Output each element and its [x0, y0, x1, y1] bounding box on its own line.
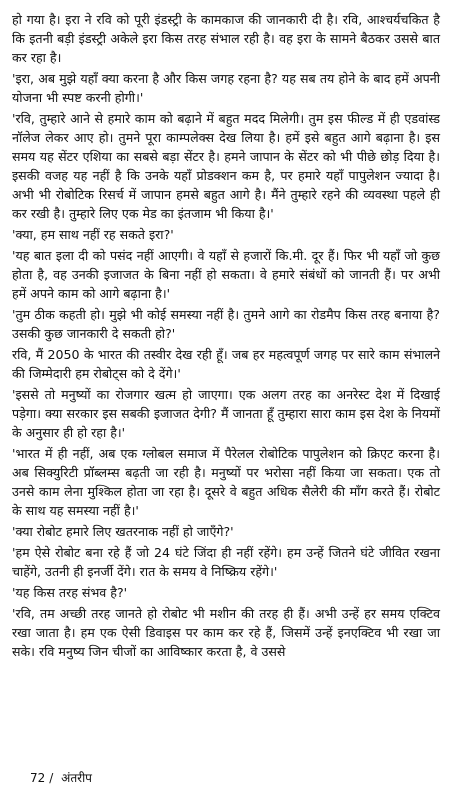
paragraph-11: 'हम ऐसे रोबोट बना रहे हैं जो 24 घंटे जिंदा ही नहीं रहेंगे। हम उन्हें जितने घंटे जीवित रखना चाहेंगे, उतनी ही इनर्जी देंगे। रात के समय वे निष्क्रिय रहेंगे।'	[12, 545, 440, 579]
paragraph-10: 'क्या रोबोट हमारे लिए खतरनाक नहीं हो जाएँगे?'	[12, 524, 234, 539]
paragraph-2: 'इरा, अब मुझे यहाँ क्या करना है और किस जगह रहना है? यह सब तय होने के बाद हमें अपनी योजना भी स्पष्ट करनी होगी।'	[12, 71, 440, 105]
paragraph-12: 'यह किस तरह संभव है?'	[12, 585, 128, 600]
book-title: अंतरीप	[61, 771, 92, 785]
paragraph-9: 'भारत में ही नहीं, अब एक ग्लोबल समाज में पैरेलल रोबोटिक पापुलेशन को क्रिएट करना है। अब सिक्युरिटी प्रॉब्लम्स बढ़ती जा रही है। मनुष्यों पर भरोसा नहीं किया जा सकता। एक तो उनसे काम लेना मुश्किल होता जा रहा है। दूसरे वे बहुत अधिक सैलेरी की माँग करते हैं। रोबोट के साथ यह समस्या नहीं है।'	[12, 446, 440, 518]
page-footer	[30, 769, 96, 786]
footer-separator: /	[49, 771, 54, 785]
paragraph-3: 'रवि, तुम्हारे आने से हमारे काम को बढ़ाने में बहुत मदद मिलेगी। तुम इस फील्ड में ही एडवांस्ड नॉलेज लेकर आए हो। तुमने पूरा काम्पलेक्स देख लिया है। हमें इसे बहुत आगे बढ़ाना है। इस समय यह सेंटर एशिया का सबसे बड़ा सेंटर है। हमने जापान के सेंटर को भी पीछे छोड़ दिया है। इसकी वजह यह नहीं है कि उनके यहाँ प्रोडक्शन कम है, पर हमारे यहाँ पापुलेशन ज्यादा है। अभी भी रोबोटिक रिसर्च में जापान हमसे बहुत आगे है। मैंने तुम्हारे रहने की व्यवस्था पहले ही कर रखी है। तुम्हारे लिए एक मेड का इंतजाम भी किया है।'	[12, 111, 440, 221]
page-body-text	[12, 10, 440, 661]
paragraph-5: 'यह बात इला दी को पसंद नहीं आएगी। वे यहाँ से हजारों कि.मी. दूर हैं। फिर भी यहाँ जो कुछ होता है, वह उनकी इजाजत के बिना नहीं हो सकता। वे हमारे संबंधों को जानती हैं। पर अभी हमें अपने काम को आगे बढ़ाना है।'	[12, 248, 440, 301]
paragraph-7: रवि, मैं 2050 के भारत की तस्वीर देख रही हूँ। जब हर महत्वपूर्ण जगह पर सारे काम संभालने की जिम्मेदारी हम रोबोट्स को दे देंगे।'	[12, 347, 440, 381]
paragraph-6: 'तुम ठीक कहती हो। मुझे भी कोई समस्या नहीं है। तुमने आगे का रोडमैप किस तरह बनाया है? उसकी कुछ जानकारी दे सकती हो?'	[12, 307, 440, 341]
page-number: 72	[30, 771, 46, 785]
paragraph-8: 'इससे तो मनुष्यों का रोजगार खत्म हो जाएगा। एक अलग तरह का अनरेस्ट देश में दिखाई पड़ेगा। क्या सरकार इस सबकी इजाजत देगी? मैं जानता हूँ तुम्हारा सारा काम इस देश के नियमों के अनुसार ही हो रहा है।'	[12, 387, 440, 440]
paragraph-4: 'क्या, हम साथ नहीं रह सकते इरा?'	[12, 227, 174, 242]
paragraph-1: हो गया है। इरा ने रवि को पूरी इंडस्ट्री के कामकाज की जानकारी दी है। रवि, आश्चर्यचकित है कि इतनी बड़ी इंडस्ट्री अकेले इरा किस तरह संभाल रही है। वह इरा के सामने बैठकर उससे बात कर रहा है।	[12, 12, 440, 65]
paragraph-13: 'रवि, तम अच्छी तरह जानते हो रोबोट भी मशीन की तरह ही हैं। अभी उन्हें हर समय एक्टिव रखा जाता है। हम एक ऐसी डिवाइस पर काम कर रहे हैं, जिसमें उन्हें इनएक्टिव भी रखा जा सके। रवि मनुष्य जिन चीजों का आविष्कार करता है, वे उससे	[12, 606, 440, 659]
